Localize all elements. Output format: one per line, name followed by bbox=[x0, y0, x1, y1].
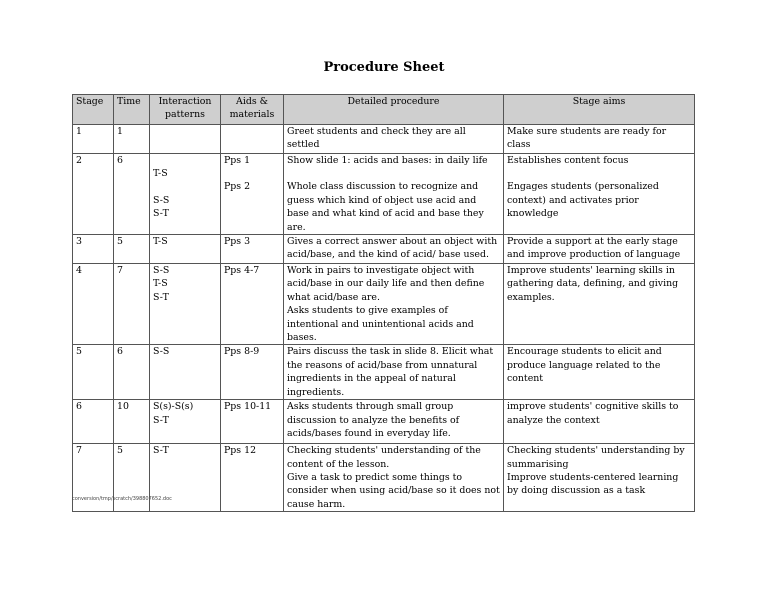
table-row bbox=[73, 264, 695, 345]
aims-cell: Encourage students to elicit and produce language related to the content bbox=[504, 345, 695, 400]
header-stage: Stage bbox=[73, 95, 114, 125]
time-cell: 10 bbox=[114, 400, 150, 444]
table-row bbox=[73, 125, 695, 154]
interaction-cell: T-S S-S S-T bbox=[150, 154, 221, 235]
procedure-cell: Checking students' understanding of the content of the lesson. Give a task to predict some things to consider when using acid/base so it does not cause harm. bbox=[284, 444, 504, 512]
table-row bbox=[73, 345, 695, 400]
table-row bbox=[73, 235, 695, 264]
time-cell: 5 bbox=[114, 235, 150, 264]
aids-cell: Pps 3 bbox=[221, 235, 284, 264]
interaction-cell bbox=[150, 125, 221, 154]
aims-cell: improve students' cognitive skills to analyze the context bbox=[504, 400, 695, 444]
time-cell: 5 bbox=[114, 444, 150, 512]
procedure-cell: Pairs discuss the task in slide 8. Elicit what the reasons of acid/base from unnatural ingredients in the appeal of natural ingredients. bbox=[284, 345, 504, 400]
time-cell: 6 bbox=[114, 345, 150, 400]
header-time: Time bbox=[114, 95, 150, 125]
procedure-table bbox=[72, 94, 695, 512]
procedure-cell: Show slide 1: acids and bases: in daily life Whole class discussion to recognize and guess which kind of object use acid and base and what kind of acid and base they are. bbox=[284, 154, 504, 235]
procedure-cell: Greet students and check they are all settled bbox=[284, 125, 504, 154]
table-row bbox=[73, 154, 695, 235]
time-cell: 1 bbox=[114, 125, 150, 154]
aids-cell: Pps 12 bbox=[221, 444, 284, 512]
header-row bbox=[73, 95, 695, 125]
stage-cell: 2 bbox=[73, 154, 114, 235]
interaction-cell: T-S bbox=[150, 235, 221, 264]
interaction-cell: S(s)-S(s) S-T bbox=[150, 400, 221, 444]
procedure-cell: Work in pairs to investigate object with acid/base in our daily life and then define what acid/base are. Asks students to give examples of intentional and unintentional acids and bases. bbox=[284, 264, 504, 345]
aids-cell: Pps 10-11 bbox=[221, 400, 284, 444]
procedure-cell: Asks students through small group discussion to analyze the benefits of acids/bases found in everyday life. bbox=[284, 400, 504, 444]
time-cell: 7 bbox=[114, 264, 150, 345]
aids-cell bbox=[221, 125, 284, 154]
interaction-cell: S-T bbox=[150, 444, 221, 512]
stage-cell: 5 bbox=[73, 345, 114, 400]
aids-cell: Pps 1 Pps 2 bbox=[221, 154, 284, 235]
header-stage-aims: Stage aims bbox=[504, 95, 695, 125]
stage-cell: 3 bbox=[73, 235, 114, 264]
header-interaction-patterns: Interaction patterns bbox=[150, 95, 221, 125]
aids-cell: Pps 4-7 bbox=[221, 264, 284, 345]
stage-cell: 7 bbox=[73, 444, 114, 512]
aims-cell: Checking students' understanding by summarising Improve students-centered learning by doing discussion as a task bbox=[504, 444, 695, 512]
interaction-cell: S-S bbox=[150, 345, 221, 400]
aims-cell: Make sure students are ready for class bbox=[504, 125, 695, 154]
time-cell: 6 bbox=[114, 154, 150, 235]
header-detailed-procedure: Detailed procedure bbox=[284, 95, 504, 125]
aims-cell: Improve students' learning skills in gathering data, defining, and giving examples. bbox=[504, 264, 695, 345]
aims-cell: Establishes content focus Engages students (personalized context) and activates prior knowledge bbox=[504, 154, 695, 235]
interaction-cell: S-S T-S S-T bbox=[150, 264, 221, 345]
page-title: Procedure Sheet bbox=[323, 60, 445, 75]
stage-cell: 4 bbox=[73, 264, 114, 345]
document-path-footer: conversion/tmp/scratch/398807652.doc bbox=[72, 496, 172, 502]
aims-cell: Provide a support at the early stage and improve production of language bbox=[504, 235, 695, 264]
stage-cell: 1 bbox=[73, 125, 114, 154]
procedure-cell: Gives a correct answer about an object with acid/base, and the kind of acid/ base used. bbox=[284, 235, 504, 264]
header-aids-materials: Aids & materials bbox=[221, 95, 284, 125]
table-row bbox=[73, 400, 695, 444]
aids-cell: Pps 8-9 bbox=[221, 345, 284, 400]
stage-cell: 6 bbox=[73, 400, 114, 444]
